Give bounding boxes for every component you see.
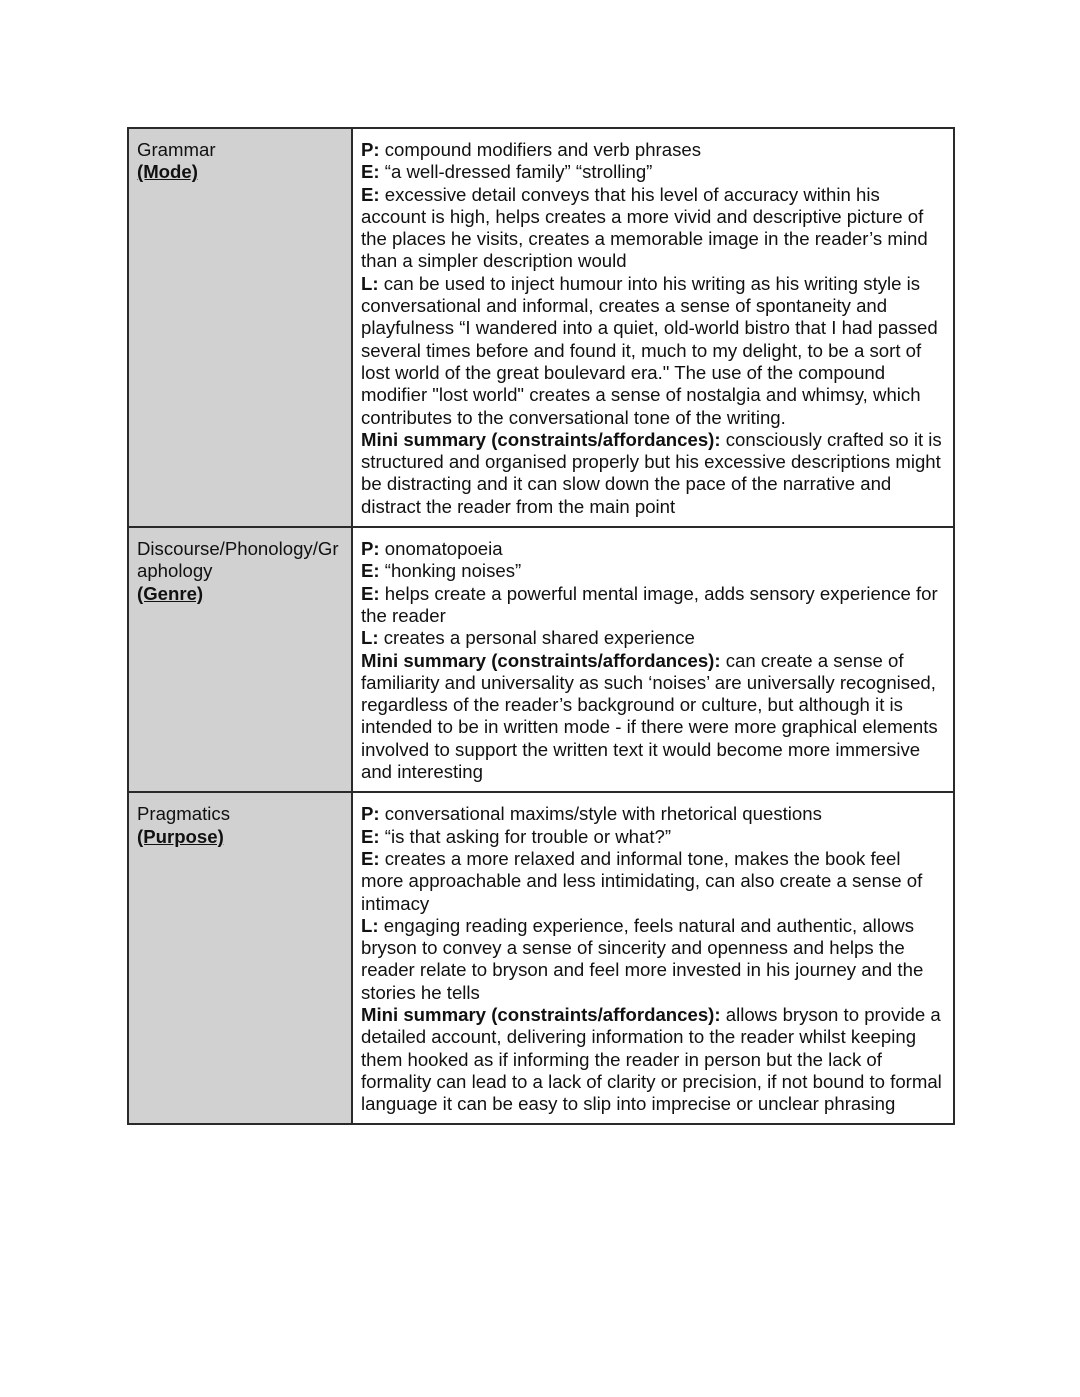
evidence-line <box>361 560 945 582</box>
line-key: L: <box>361 272 379 294</box>
line-text: can create a sense of familiarity and universality as such ‘noises’ are universally recognised, regardless of the reader’s background or culture, but although it is intended to be in written mode - if there were more graphical elements involved to support the written text it would become more immersive and interesting <box>361 649 938 783</box>
line-key: E: <box>361 825 380 847</box>
category-label: Discourse/Phonology/Graphology <box>137 538 339 582</box>
line-text: creates a more relaxed and informal tone, makes the book feel more approachable and less intimidating, can also create a sense of intimacy <box>361 847 923 914</box>
line-text: “a well-dressed family” “strolling” <box>379 161 653 183</box>
analysis-table <box>127 127 955 1125</box>
link-line <box>361 627 945 649</box>
explanation-line <box>361 848 945 915</box>
line-text: allows bryson to provide a detailed account, delivering information to the reader whilst keeping them hooked as if informing the reader in person but the lack of formality can lead to a lack of clarity or precision, if not bound to formal language it can be easy to slip into imprecise or unclear phrasing <box>361 1003 942 1115</box>
link-line <box>361 273 945 429</box>
analysis-cell <box>352 128 954 527</box>
mini-summary-line <box>361 650 945 784</box>
framework-label: (Mode) <box>137 161 198 183</box>
line-key: L: <box>361 914 379 936</box>
line-text: onomatopoeia <box>379 538 503 560</box>
line-key: P: <box>361 538 380 560</box>
line-key: P: <box>361 803 380 825</box>
framework-label: (Purpose) <box>137 825 224 847</box>
analysis-cell <box>352 527 954 792</box>
link-line <box>361 915 945 1004</box>
category-label: Grammar <box>137 139 216 160</box>
line-key: E: <box>361 161 380 183</box>
category-label: Pragmatics <box>137 803 230 825</box>
line-text: engaging reading experience, feels natural and authentic, allows bryson to convey a sense of sincerity and openness and helps the reader relate to bryson and feel more invested in his journey and the stories he tells <box>361 914 924 1003</box>
line-text: conversational maxims/style with rhetorical questions <box>379 803 822 825</box>
mini-summary-line <box>361 429 945 518</box>
evidence-line <box>361 826 945 848</box>
line-key: E: <box>361 560 380 582</box>
line-key: P: <box>361 139 380 160</box>
mini-summary-line <box>361 1004 945 1115</box>
category-cell <box>128 527 352 792</box>
table-row <box>128 128 954 527</box>
line-key: E: <box>361 582 380 604</box>
line-text: “honking noises” <box>379 560 522 582</box>
line-text: consciously crafted so it is structured and organised properly but his excessive descriptions might be distracting and it can slow down the pace of the narrative and distract the reader from the main point <box>361 428 942 517</box>
line-key: Mini summary (constraints/affordances): <box>361 1003 721 1025</box>
line-key: E: <box>361 847 380 869</box>
line-text: helps create a powerful mental image, adds sensory experience for the reader <box>361 582 938 626</box>
table-row <box>128 792 954 1124</box>
point-line <box>361 538 945 560</box>
line-key: E: <box>361 183 380 205</box>
line-text: compound modifiers and verb phrases <box>379 139 702 160</box>
table-row <box>128 527 954 792</box>
line-key: Mini summary (constraints/affordances): <box>361 428 721 450</box>
category-cell <box>128 128 352 527</box>
explanation-line <box>361 583 945 628</box>
point-line <box>361 139 945 161</box>
line-key: L: <box>361 627 379 649</box>
explanation-line <box>361 184 945 273</box>
line-text: “is that asking for trouble or what?” <box>379 825 672 847</box>
point-line <box>361 803 945 825</box>
line-key: Mini summary (constraints/affordances): <box>361 649 721 671</box>
evidence-line <box>361 161 945 183</box>
line-text: creates a personal shared experience <box>378 627 695 649</box>
analysis-cell <box>352 792 954 1124</box>
framework-label: (Genre) <box>137 582 204 604</box>
line-text: excessive detail conveys that his level of accuracy within his account is high, helps creates a more vivid and descriptive picture of the places he visits, creates a memorable image in the reader’s mind than a simpler description would <box>361 183 928 272</box>
category-cell <box>128 792 352 1124</box>
line-text: can be used to inject humour into his writing as his writing style is conversational and informal, creates a sense of spontaneity and playfulness “I wandered into a quiet, old-world bistro that I had passed several times before and found it, much to my delight, to be a sort of lost world of the great boulevard era." The use of the compound modifier "lost world" creates a sense of nostalgia and whimsy, which contributes to the conversational tone of the writing. <box>361 272 938 428</box>
